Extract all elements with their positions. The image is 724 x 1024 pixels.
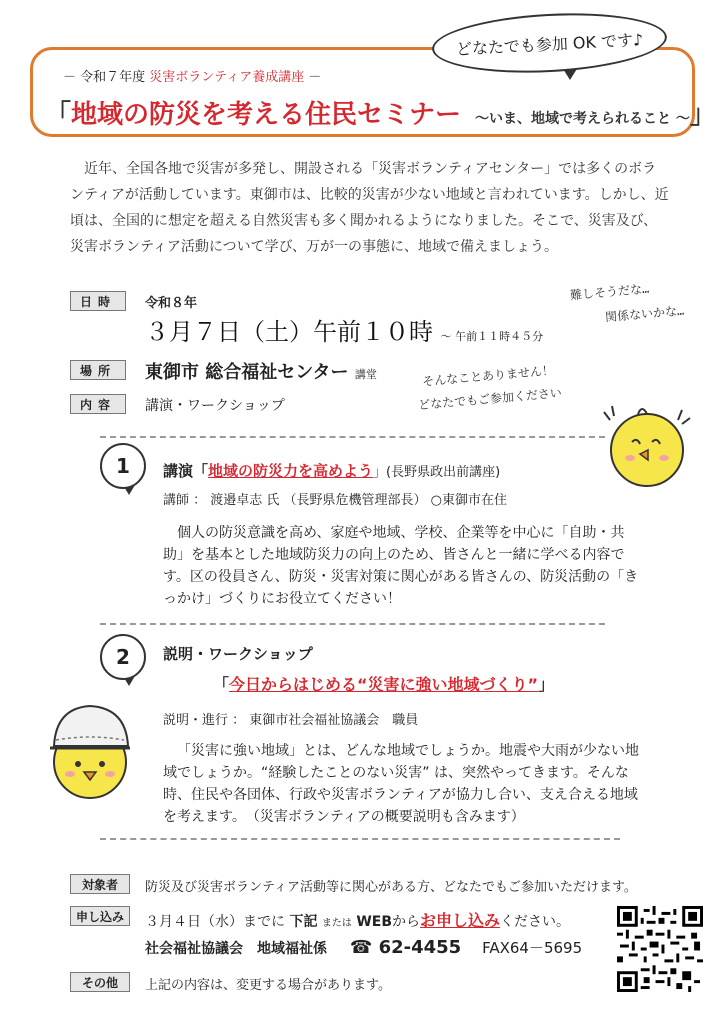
- reply-line-1: そんなことありません！: [421, 363, 555, 389]
- apply-deadline: ３月４日（水）までに: [145, 914, 285, 930]
- contact-fax: FAX64－5695: [482, 939, 583, 957]
- date-year: 令和８年: [145, 296, 198, 311]
- section-1-suffix: 」(長野県政出前講座): [373, 465, 501, 480]
- section-1-title: [163, 460, 500, 481]
- header-sub-prefix: － 令和７年度: [63, 70, 146, 85]
- other-tag: その他: [70, 972, 130, 992]
- seminar-title: 地域の防災を考える住民セミナー: [71, 100, 462, 130]
- header-sub-suffix: －: [308, 70, 322, 85]
- section-1-prefix: 講演「: [163, 462, 209, 480]
- seminar-side-title: ～いま、地域で考えられること ～: [475, 111, 690, 127]
- section-2-bracket-close: 」: [538, 675, 555, 694]
- apply-from: から: [392, 914, 421, 930]
- event-place-main: 東御市 総合福祉センター: [145, 362, 349, 383]
- place-tag: 場所: [70, 360, 126, 380]
- reply-line-2: どなたでもご参加ください: [417, 385, 563, 413]
- content-value: 講演・ワークショップ: [145, 398, 285, 414]
- header-subtitle: [63, 66, 321, 85]
- welcome-bubble-text: どなたでも参加 OK です♪: [455, 29, 644, 59]
- section-2-badge: 2: [100, 634, 146, 680]
- contact-phone[interactable]: ☎ 62-4455: [349, 937, 462, 958]
- section-2-heading: 説明・ワークショップ: [163, 645, 313, 663]
- apply-tag: 申し込み: [70, 906, 130, 926]
- divider-middle: [100, 623, 605, 625]
- apply-cta[interactable]: お申し込み: [420, 911, 501, 930]
- section-2-workshop-title: 今日からはじめる“災害に強い地域づくり”: [229, 675, 539, 694]
- section-1-description: 個人の防災意識を高め、家庭や地域、学校、企業等を中心に「自助・共助」を基本とした地域防災力の向上のため、皆さんと一緒に学べる内容です。区の役員さん、防災・災害対策に関心がある皆さんの、防災活動の「きっかけ」づくりにお役立てください！: [163, 525, 639, 607]
- section-1-lecture-title: 地域の防災力を高めよう: [208, 462, 374, 480]
- event-date-end: ～ 午前１１時４５分: [440, 330, 544, 343]
- divider-bottom: [100, 838, 620, 840]
- section-2-title: [213, 672, 554, 695]
- intro-paragraph: 近年、全国各地で災害が多発し、開設される「災害ボランティアセンター」では多くのボランティアが活動しています。東御市は、比較的災害が少ない地域と言われています。しかし、近頃は、全国的に想定を超える自然災害も多く聞かれるようになりました。そこで、災害及び、災害ボランティア活動について学び、万が一の事態に、地域で備えましょう。: [70, 161, 669, 255]
- chick-illustration-top: [592, 392, 702, 492]
- contact-org: 社会福祉協議会 地域福祉係: [145, 941, 327, 957]
- section-2-presenter: 説明・進行 ： 東御市社会福祉協議会 職員: [163, 713, 419, 728]
- apply-web: WEB: [356, 914, 393, 930]
- event-place-room: 講堂: [354, 368, 377, 381]
- event-date: [145, 312, 543, 347]
- header-title-line: [45, 94, 716, 131]
- title-bracket-open: 「: [45, 100, 72, 130]
- section-2-description: 「災害に強い地域」とは、どんな地域でしょうか。地震や大雨が少ない地域でしょうか。“経験したことのない災害” は、突然やってきます。そんな時、住民や各団体、行政や災害ボランティアが協力し合い、支え合える地域を考えます。 （災害ボランティアの概要説明も含みます）: [163, 743, 639, 825]
- target-text: 防災及び災害ボランティア活動等に関心がある方、どなたでもご参加いただけます。: [145, 880, 637, 895]
- date-tag: 日時: [70, 291, 126, 311]
- qr-code-icon[interactable]: [617, 906, 703, 992]
- apply-or: または: [321, 918, 352, 929]
- header-sub-course: 災害ボランティア養成講座: [149, 70, 305, 85]
- target-tag: 対象者: [70, 874, 130, 894]
- chatter-line-2: 関係ないかな…: [604, 303, 685, 325]
- divider-top: [100, 436, 605, 438]
- contact-line: [145, 937, 582, 958]
- chick-helmet-illustration: [40, 694, 140, 804]
- section-1-badge: 1: [100, 443, 146, 489]
- section-1-lecturer: 講師 ： 渡邉卓志 氏 （長野県危機管理部長） ○東御市在住: [163, 493, 508, 508]
- content-tag: 内容: [70, 394, 126, 414]
- chatter-line-1: 難しそうだな…: [569, 281, 650, 303]
- apply-line: [145, 908, 570, 931]
- other-text: 上記の内容は、変更する場合があります。: [145, 978, 391, 993]
- apply-end: ください。: [500, 914, 571, 930]
- apply-below: 下記: [289, 914, 318, 930]
- section-2-bracket-open: 「: [213, 675, 230, 694]
- title-bracket-close: 」: [689, 100, 716, 130]
- event-place: [145, 358, 377, 384]
- event-date-main: ３月７日（土）午前１０時: [145, 318, 433, 346]
